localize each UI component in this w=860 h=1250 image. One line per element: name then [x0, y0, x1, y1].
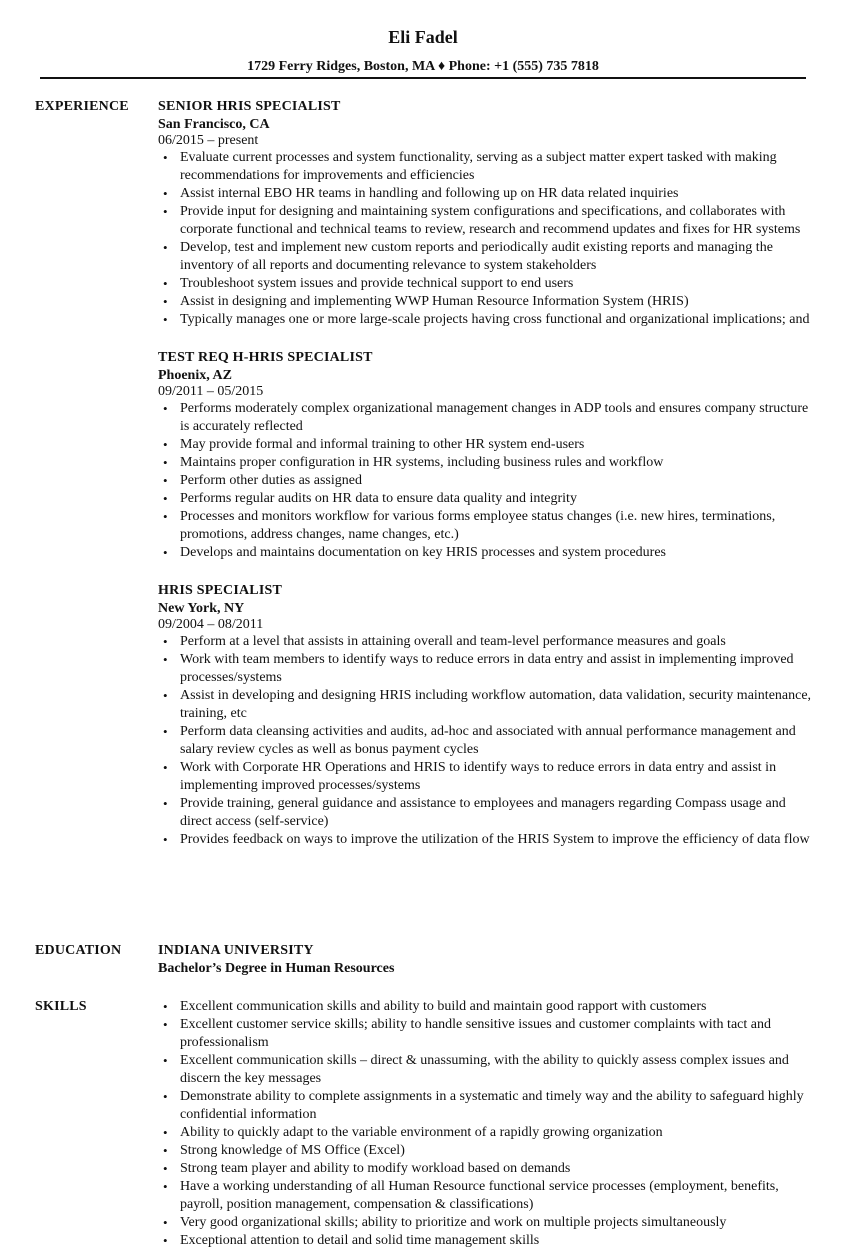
list-item: • Maintains proper configuration in HR systems, including business rules and workflow: [158, 454, 818, 472]
list-item: • Ability to quickly adapt to the variable environment of a rapidly growing organization: [158, 1124, 818, 1142]
job-dates: 09/2004 – 08/2011: [158, 617, 264, 632]
list-item: • Excellent customer service skills; ability to handle sensitive issues and customer complaints with tact and professionalism: [158, 1016, 818, 1052]
list-item: • Exceptional attention to detail and solid time management skills: [158, 1232, 818, 1250]
job-title: SENIOR HRIS SPECIALIST: [158, 99, 341, 114]
list-item: • Develop, test and implement new custom reports and periodically audit existing reports and managing the inventory of all reports and documenting relevance to system stakeholders: [158, 239, 818, 275]
job-entry: [158, 582, 818, 849]
section-heading-experience: EXPERIENCE: [35, 99, 129, 114]
degree: Bachelor’s Degree in Human Resources: [158, 961, 395, 976]
job-dates: 09/2011 – 05/2015: [158, 384, 264, 399]
list-item: • Perform data cleansing activities and audits, ad-hoc and associated with annual performance management and salary review cycles as well as bonus payment cycles: [158, 723, 818, 759]
list-item: • Assist in developing and designing HRIS including workflow automation, data validation, security maintenance, training, etc: [158, 687, 818, 723]
job-responsibilities: [158, 149, 818, 329]
section-heading-skills: SKILLS: [35, 999, 87, 1014]
school-name: INDIANA UNIVERSITY: [158, 943, 314, 958]
skills-list: [158, 998, 818, 1250]
experience-list: [158, 98, 818, 869]
job-location: Phoenix, AZ: [158, 368, 232, 383]
list-item: • Provides feedback on ways to improve the utilization of the HRIS System to improve the efficiency of data flow: [158, 831, 818, 849]
list-item: • Perform at a level that assists in attaining overall and team-level performance measures and goals: [158, 633, 818, 651]
list-item: • Develops and maintains documentation on key HRIS processes and system procedures: [158, 544, 818, 562]
list-item: • Assist internal EBO HR teams in handling and following up on HR data related inquiries: [158, 185, 818, 203]
list-item: • Typically manages one or more large-scale projects having cross functional and organizational implications; and: [158, 311, 818, 329]
education-entry: [158, 942, 818, 977]
list-item: • Assist in designing and implementing WWP Human Resource Information System (HRIS): [158, 293, 818, 311]
list-item: • Provide training, general guidance and assistance to employees and managers regarding Compass usage and direct access (self-service): [158, 795, 818, 831]
list-item: • Performs moderately complex organizational management changes in ADP tools and ensures company structure is accurately reflected: [158, 400, 818, 436]
job-responsibilities: [158, 633, 818, 849]
skills-list-container: [158, 998, 818, 1250]
job-dates: 06/2015 – present: [158, 133, 259, 148]
list-item: • Work with Corporate HR Operations and HRIS to identify ways to reduce errors in data entry and assist in implementing improved processes/systems: [158, 759, 818, 795]
list-item: • Performs regular audits on HR data to ensure data quality and integrity: [158, 490, 818, 508]
list-item: • Strong team player and ability to modify workload based on demands: [158, 1160, 818, 1178]
job-title: TEST REQ H-HRIS SPECIALIST: [158, 350, 373, 365]
list-item: • May provide formal and informal training to other HR system end-users: [158, 436, 818, 454]
list-item: • Perform other duties as assigned: [158, 472, 818, 490]
job-responsibilities: [158, 400, 818, 562]
header-divider: [40, 77, 806, 79]
list-item: • Demonstrate ability to complete assignments in a systematic and timely way and the ability to safeguard highly confidential information: [158, 1088, 818, 1124]
list-item: • Troubleshoot system issues and provide technical support to end users: [158, 275, 818, 293]
list-item: • Excellent communication skills and ability to build and maintain good rapport with customers: [158, 998, 818, 1016]
section-heading-education: EDUCATION: [35, 943, 122, 958]
candidate-name: Eli Fadel: [388, 27, 458, 47]
list-item: • Strong knowledge of MS Office (Excel): [158, 1142, 818, 1160]
list-item: • Processes and monitors workflow for various forms employee status changes (i.e. new hires, terminations, promotions, address changes, name changes, etc.): [158, 508, 818, 544]
job-entry: [158, 98, 818, 329]
list-item: • Provide input for designing and maintaining system configurations and specifications, and collaborates with corporate functional and technical teams to review, research and recommend updates and fixes for HR systems: [158, 203, 818, 239]
job-location: New York, NY: [158, 601, 245, 616]
list-item: • Have a working understanding of all Human Resource functional service processes (employment, benefits, payroll, position management, compensation & classifications): [158, 1178, 818, 1214]
job-title: HRIS SPECIALIST: [158, 583, 282, 598]
contact-line: 1729 Ferry Ridges, Boston, MA ♦ Phone: +1 (555) 735 7818: [247, 59, 599, 74]
list-item: • Excellent communication skills – direct & unassuming, with the ability to quickly assess complex issues and discern the key messages: [158, 1052, 818, 1088]
job-location: San Francisco, CA: [158, 117, 270, 132]
list-item: • Very good organizational skills; ability to prioritize and work on multiple projects simultaneously: [158, 1214, 818, 1232]
job-entry: [158, 349, 818, 562]
list-item: • Work with team members to identify ways to reduce errors in data entry and assist in implementing improved processes/systems: [158, 651, 818, 687]
list-item: • Evaluate current processes and system functionality, serving as a subject matter expert tasked with making recommendations for improvements and efficiencies: [158, 149, 818, 185]
